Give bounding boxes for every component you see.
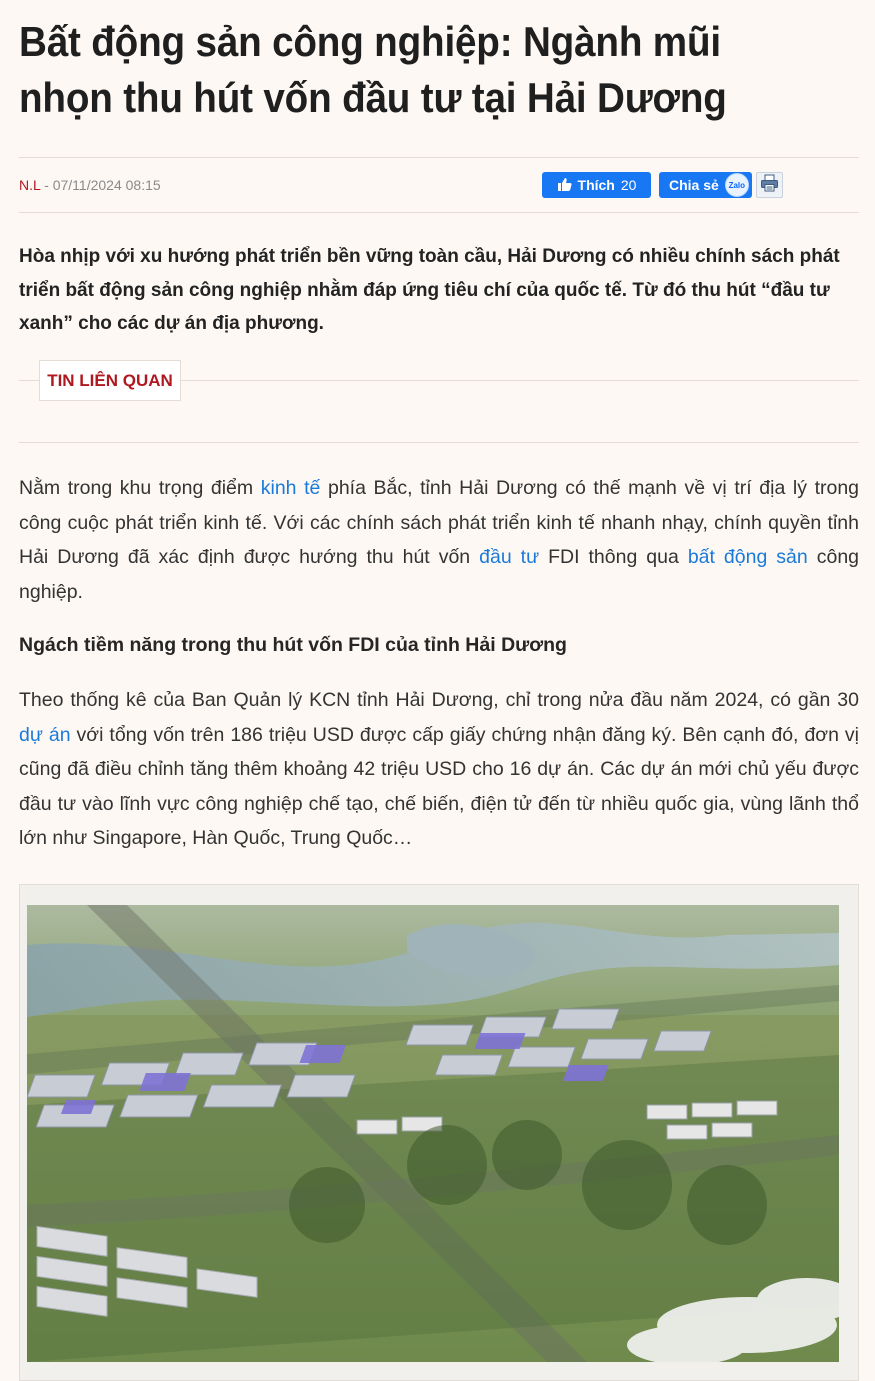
like-count: 20 xyxy=(620,177,637,193)
zalo-share-button[interactable] xyxy=(659,172,752,198)
text: Theo thống kê của Ban Quản lý KCN tỉnh Hải Dương, chỉ trong nửa đầu năm 2024, có gần 30 xyxy=(19,689,859,711)
zalo-icon-label: Zalo xyxy=(728,180,746,190)
share-label: Chia sẻ xyxy=(669,177,719,193)
like-label: Thích xyxy=(577,177,615,193)
thumbs-up-icon xyxy=(557,177,572,194)
divider xyxy=(19,212,859,213)
industrial-park-aerial-photo xyxy=(27,905,839,1362)
text: với tổng vốn trên 186 triệu USD được cấp giấy chứng nhận đăng ký. Bên cạnh đó, đơn vị cũng đã điều chỉnh tăng thêm khoảng 42 triệu USD cho 16 dự án. Các dự án mới chủ yếu được đầu tư vào lĩnh vực công nghiệp chế tạo, chế biến, điện tử đến từ nhiều quốc gia, vùng lãnh thổ lớn như Singapore, Hàn Quốc, Trung Quốc… xyxy=(19,723,859,849)
text: công nghiệp. xyxy=(19,546,860,603)
zalo-icon xyxy=(725,173,749,197)
text: FDI thông qua xyxy=(539,546,688,568)
print-button[interactable] xyxy=(756,172,783,198)
facebook-like-button[interactable] xyxy=(542,172,651,198)
text: phía Bắc, tỉnh Hải Dương có thế mạnh về vị trí địa lý trong công cuộc phát triển kinh tế. Với các chính sách phát triển kinh tế nhanh nhạy, chính quyền tỉnh Hải Dương đã xác định được hướng thu hút vốn xyxy=(19,477,860,568)
related-news-text: TIN LIÊN QUAN xyxy=(47,370,173,390)
publish-date: - 07/11/2024 08:15 xyxy=(40,177,161,193)
text: Nằm trong khu trọng điểm xyxy=(19,477,261,499)
article-meta xyxy=(19,177,161,193)
author-link[interactable]: N.L xyxy=(19,177,41,193)
link-kinh-te[interactable]: kinh tế xyxy=(260,477,321,499)
link-bat-dong-san[interactable]: bất động sản xyxy=(687,546,808,568)
link-du-an[interactable]: dự án xyxy=(19,723,71,746)
article-title: Bất động sản công nghiệp: Ngành mũi nhọn thu hút vốn đầu tư tại Hải Dương xyxy=(19,18,727,121)
section-subheading: Ngách tiềm năng trong thu hút vốn FDI của tỉnh Hải Dương xyxy=(19,634,567,656)
article-lead: Hòa nhịp với xu hướng phát triển bền vững toàn cầu, Hải Dương có nhiều chính sách phát triển bất động sản công nghiệp nhằm đáp ứng tiêu chí của quốc tế. Từ đó thu hút “đầu tư xanh” cho các dự án địa phương. xyxy=(19,246,840,334)
body-paragraph-2 xyxy=(19,683,859,856)
related-news-label xyxy=(39,360,181,401)
divider xyxy=(19,442,859,443)
body-paragraph-1 xyxy=(19,471,859,609)
link-dau-tu[interactable]: đầu tư xyxy=(479,546,540,568)
divider xyxy=(19,157,859,158)
article-figure xyxy=(19,884,859,1381)
printer-icon xyxy=(760,174,779,197)
